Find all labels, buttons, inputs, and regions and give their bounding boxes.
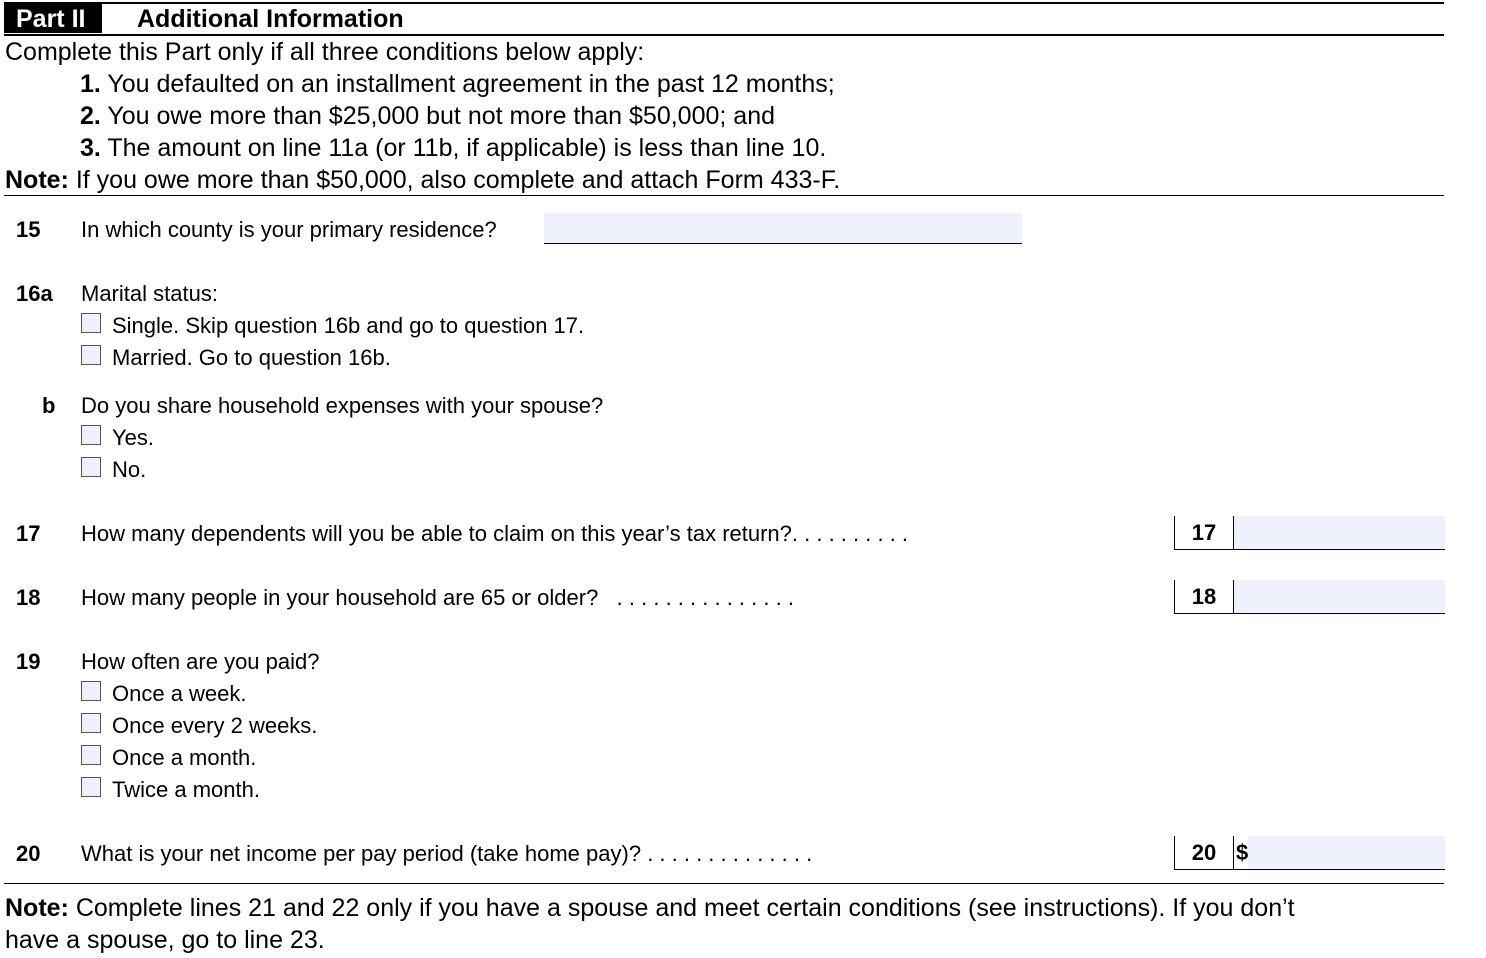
condition-text: You owe more than $25,000 but not more than $50,000; and xyxy=(107,102,775,130)
yes-option-label: Yes. xyxy=(112,425,155,450)
single-option-label: Single. Skip question 16b and go to question 17. xyxy=(112,313,585,338)
condition-1 xyxy=(80,68,835,100)
line-number-18: 18 xyxy=(16,585,41,610)
question-16b: Do you share household expenses with your spouse? xyxy=(81,393,604,418)
pay-weekly-checkbox[interactable] xyxy=(81,681,101,701)
county-input[interactable] xyxy=(544,213,1022,244)
line-number-19: 19 xyxy=(16,649,41,674)
bottom-rule xyxy=(4,883,1444,884)
seniors-count-input[interactable] xyxy=(1234,580,1445,613)
bottom-note-line-1 xyxy=(5,892,1295,924)
question-17 xyxy=(81,519,908,549)
condition-2 xyxy=(80,100,775,132)
line-18-box-number: 18 xyxy=(1175,580,1234,613)
condition-number: 3. xyxy=(80,134,101,162)
single-checkbox[interactable] xyxy=(81,313,101,333)
dependents-input[interactable] xyxy=(1234,516,1445,549)
line-18-box xyxy=(1174,580,1445,614)
question-17-text: How many dependents will you be able to claim on this year’s tax return? xyxy=(81,521,792,546)
condition-text: You defaulted on an installment agreement in the past 12 months; xyxy=(107,70,835,98)
currency-symbol: $ xyxy=(1236,840,1249,865)
question-19: How often are you paid? xyxy=(81,649,320,674)
note-text: If you owe more than $50,000, also complete and attach Form 433-F. xyxy=(68,166,841,194)
pay-semimonthly-label: Twice a month. xyxy=(112,777,260,802)
line-number-16a: 16a xyxy=(16,281,53,306)
condition-text: The amount on line 11a (or 11b, if applicable) is less than line 10. xyxy=(107,134,827,162)
line-number-20: 20 xyxy=(16,841,41,866)
pay-monthly-label: Once a month. xyxy=(112,745,257,770)
question-18-text: How many people in your household are 65 or older? xyxy=(81,585,599,610)
leader-dots: . . . . . . . . . . xyxy=(791,521,909,546)
married-checkbox[interactable] xyxy=(81,345,101,365)
line-number-16b: b xyxy=(42,393,56,418)
line-number-15: 15 xyxy=(16,217,41,242)
question-20 xyxy=(81,839,812,869)
pay-weekly-label: Once a week. xyxy=(112,681,247,706)
line-20-box-number: 20 xyxy=(1175,836,1234,869)
share-expenses-no-checkbox[interactable] xyxy=(81,457,101,477)
pay-biweekly-checkbox[interactable] xyxy=(81,713,101,733)
question-20-text: What is your net income per pay period (take home pay)? xyxy=(81,841,642,866)
no-option-label: No. xyxy=(112,457,147,482)
bottom-note-line-2: have a spouse, go to line 23. xyxy=(5,926,325,954)
condition-number: 1. xyxy=(80,70,101,98)
share-expenses-yes-checkbox[interactable] xyxy=(81,425,101,445)
part-title: Additional Information xyxy=(137,5,404,33)
pay-monthly-checkbox[interactable] xyxy=(81,745,101,765)
pay-biweekly-label: Once every 2 weeks. xyxy=(112,713,318,738)
intro-lead: Complete this Part only if all three conditions below apply: xyxy=(5,38,645,66)
question-16a: Marital status: xyxy=(81,281,218,306)
bottom-note-label: Note: xyxy=(5,894,69,922)
bottom-note-text: Complete lines 21 and 22 only if you have a spouse and meet certain conditions (see instructions). If you don’t xyxy=(68,894,1295,922)
intro-rule xyxy=(4,195,1444,196)
pay-semimonthly-checkbox[interactable] xyxy=(81,777,101,797)
note-label: Note: xyxy=(5,166,69,194)
line-17-box xyxy=(1174,516,1445,550)
net-income-input[interactable] xyxy=(1248,836,1445,869)
leader-dots: . . . . . . . . . . . . . . xyxy=(647,841,813,866)
line-number-17: 17 xyxy=(16,521,41,546)
leader-dots: . . . . . . . . . . . . . . . xyxy=(616,585,794,610)
question-15: In which county is your primary residence? xyxy=(81,217,497,242)
condition-3 xyxy=(80,132,826,164)
intro-note xyxy=(5,164,840,196)
line-17-box-number: 17 xyxy=(1175,516,1234,549)
married-option-label: Married. Go to question 16b. xyxy=(112,345,391,370)
question-18 xyxy=(81,583,794,613)
line-20-box xyxy=(1174,836,1445,870)
part-label: Part II xyxy=(4,4,102,33)
condition-number: 2. xyxy=(80,102,101,130)
